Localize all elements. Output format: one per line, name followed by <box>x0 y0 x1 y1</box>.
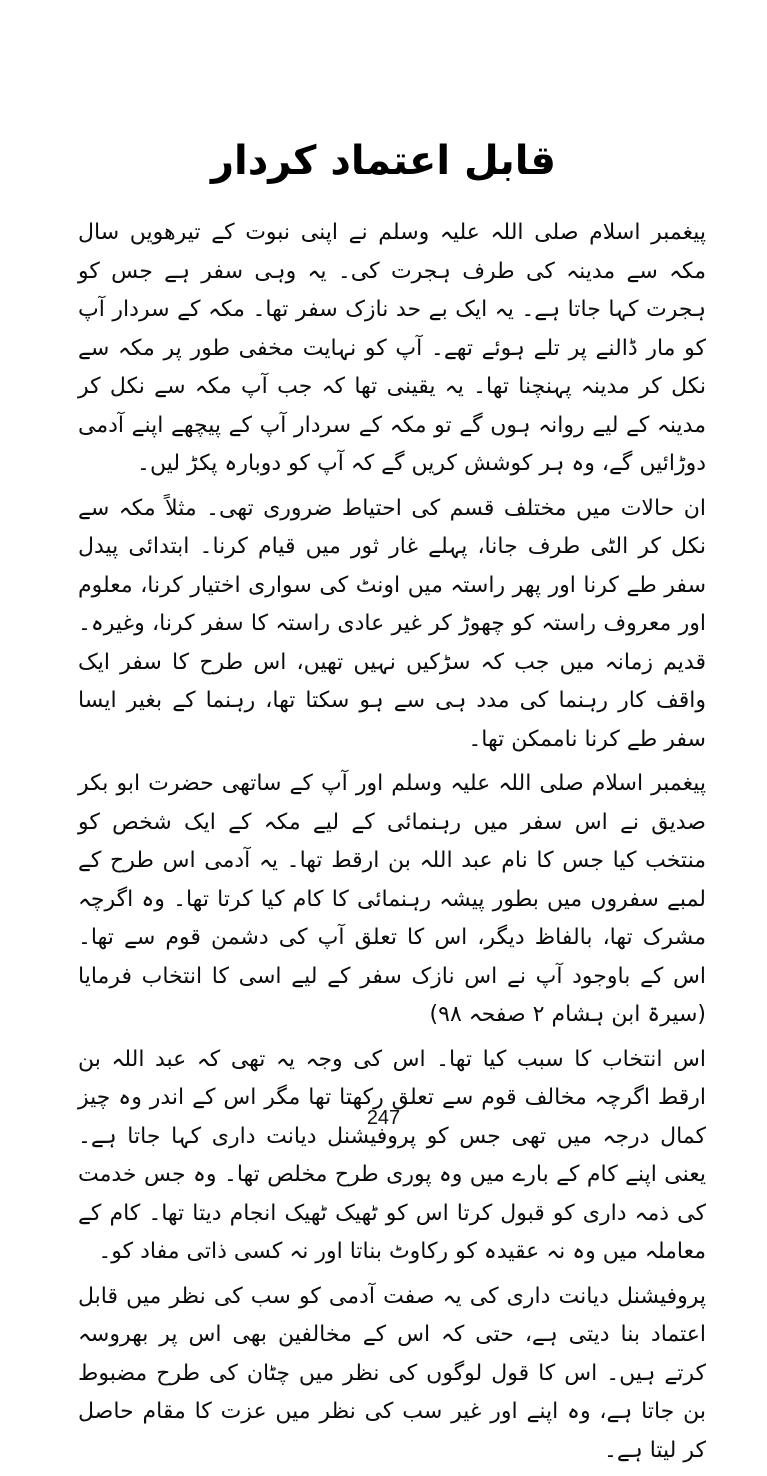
paragraph-5: پروفیشنل دیانت داری کی یہ صفت آدمی کو سب کی نظر میں قابل اعتماد بنا دیتی ہے، حتی کہ اس کے مخالفین بھی اس پر بھروسہ کرتے ہیں۔ اس کا قول لوگوں کی نظر میں چٹان کی طرح مضبوط بن جاتا ہے، وہ اپنے اور غیر سب کی نظر میں عزت کا مقام حاصل کر لیتا ہے۔ <box>78 1283 706 1463</box>
paragraph-4: اس انتخاب کا سبب کیا تھا۔ اس کی وجہ یہ تھی کہ عبد اللہ بن ارقط اگرچہ مخالف قوم سے تعلق رکھتا تھا مگر اس کے اندر وہ چیز کمال درجہ میں تھی جس کو پروفیشنل دیانت داری کہا جاتا ہے۔ یعنی اپنے کام کے بارے میں وہ پوری طرح مخلص تھا۔ وہ جس خدمت کی ذمہ داری کو قبول کرتا اس کو ٹھیک ٹھیک انجام دیتا تھا۔ کام کے معاملہ میں وہ نہ عقیدہ کو رکاوٹ بناتا اور نہ کسی ذاتی مفاد کو۔ <box>78 1046 707 1264</box>
paragraph-2: ان حالات میں مختلف قسم کی احتیاط ضروری تھی۔ مثلاً مکہ سے نکل کر الٹی طرف جانا، پہلے غار ثور میں قیام کرنا۔ ابتدائی پیدل سفر طے کرنا اور پھر راستہ میں اونٹ کی سواری اختیار کرنا، معلوم اور معروف راستہ کو چھوڑ کر غیر عادی راستہ کا سفر کرنا، وغیرہ۔ قدیم زمانہ میں جب کہ سڑکیں نہیں تھیں، اس طرح کا سفر ایک واقف کار رہنما کی مدد ہی سے ہو سکتا تھا، رہنما کے بغیر ایسا سفر طے کرنا ناممکن تھا۔ <box>78 495 706 752</box>
paragraph-3: پیغمبر اسلام صلی اللہ علیہ وسلم اور آپ کے ساتھی حضرت ابو بکر صدیق نے اس سفر میں رہنمائی کے لیے مکہ کے ایک شخص کو منتخب کیا جس کا نام عبد اللہ بن ارقط تھا۔ یہ آدمی اس طرح کے لمبے سفروں میں بطور پیشہ رہنمائی کا کام کیا کرتا تھا۔ وہ اگرچہ مشرک تھا، بالفاظ دیگر، اس کا تعلق آپ کی دشمن قوم سے تھا۔ اس کے باوجود آپ نے اس نازک سفر کے لیے اسی کا انتخاب فرمایا (سیرۃ ابن ہشام ۲ صفحہ ۹۸) <box>78 771 706 1027</box>
body-text <box>78 214 706 1476</box>
page-title: قابل اعتماد کردار <box>211 138 556 184</box>
paragraph-1: پیغمبر اسلام صلی اللہ علیہ وسلم نے اپنی نبوت کے تیرھویں سال مکہ سے مدینہ کی طرف ہجرت کی۔ یہ وہی سفر ہے جس کو ہجرت کہا جاتا ہے۔ یہ ایک بے حد نازک سفر تھا۔ مکہ کے سردار آپ کو مار ڈالنے پر تلے ہوئے تھے۔ آپ کو نہایت مخفی طور پر مکہ سے نکل کر مدینہ پہنچنا تھا۔ یہ یقینی تھا کہ جب آپ مکہ سے نکل کر مدینہ کے لیے روانہ ہوں گے تو مکہ کے سردار آپ کے پیچھے اپنے آدمی دوڑائیں گے، وہ ہر کوشش کریں گے کہ آپ کو دوبارہ پکڑ لیں۔ <box>78 220 706 476</box>
page-number: 247 <box>366 1107 401 1129</box>
